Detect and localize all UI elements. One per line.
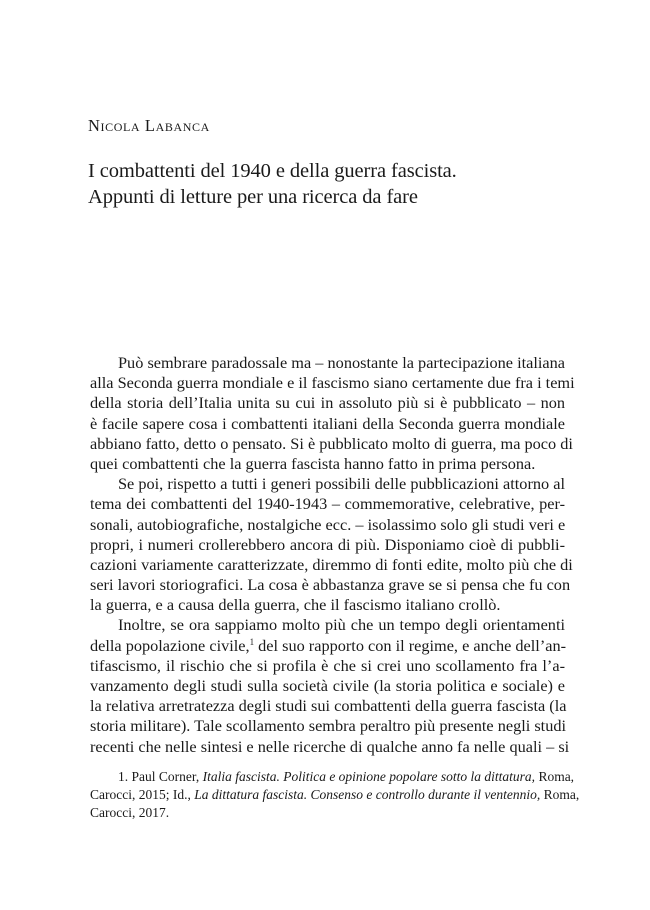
text-line: sonali, autobiografiche, nostalgiche ecc. – isolassimo solo gli studi veri e	[90, 514, 566, 534]
footnote-text: Roma,	[540, 787, 580, 802]
article-title	[88, 158, 588, 210]
text-line: Inoltre, se ora sappiamo molto più che un tempo degli orientamenti	[118, 615, 565, 635]
text-line: è facile sapere cosa i combattenti italiani della Seconda guerra mondiale	[90, 413, 565, 433]
article-body	[90, 353, 575, 757]
text-line: vanzamento degli studi sulla società civile (la storia politica e sociale) e	[90, 676, 565, 695]
text-line: alla Seconda guerra mondiale e il fascismo siano certamente due fra i temi	[90, 373, 575, 393]
title-line: I combattenti del 1940 e della guerra fascista.	[88, 160, 457, 182]
footnote-text: Roma,	[535, 769, 575, 784]
footnote-book-title: Italia fascista. Politica e opinione popolare sotto la dittatura,	[202, 769, 536, 784]
text-line: tifascismo, il rischio che si profila è che si crei uno scollamento fra l’a-	[90, 655, 565, 675]
text-line	[90, 636, 565, 656]
text-line: storia militare). Tale scollamento sembra peraltro più presente negli studi	[90, 716, 566, 736]
footnote-ref: 1	[249, 636, 255, 647]
footnotes	[90, 768, 580, 822]
text-line: quei combattenti che la guerra fascista hanno fatto in prima persona.	[90, 453, 536, 473]
author-name: Nicola Labanca	[88, 116, 210, 135]
text-line: Se poi, rispetto a tutti i generi possibili delle pubblicazioni attorno al	[118, 474, 565, 494]
title-line: Appunti di letture per una ricerca da fare	[88, 186, 418, 208]
text-line: abbiano fatto, detto o pensato. Si è pubblicato molto di guerra, ma poco di	[90, 433, 573, 453]
text-fragment: del suo rapporto con il regime, e anche dell’an-	[254, 635, 567, 655]
text-line: cazioni variamente caratterizzate, diremmo di fonti edite, molto più che di	[90, 554, 573, 574]
text-line: seri lavori storiografici. La cosa è abbastanza grave se si pensa che fu con	[90, 575, 571, 595]
text-line: recenti che nelle sintesi e nelle ricerche di qualche anno fa nelle quali – si	[90, 736, 570, 756]
footnote-text: Carocci, 2015; Id.,	[90, 787, 195, 802]
text-line: Può sembrare paradossale ma – nonostante la partecipazione italiana	[118, 353, 565, 372]
text-line: la relativa arretratezza degli studi sui combattenti della guerra fascista (la	[90, 696, 567, 716]
text-line: propri, i numeri crollerebbero ancora di più. Disponiamo cioè di pubbli-	[90, 534, 565, 554]
footnote-book-title: La dittatura fascista. Consenso e controllo durante il ventennio,	[194, 787, 541, 802]
text-line: della storia dell’Italia unita su cui in assoluto più si è pubblicato – non	[90, 393, 565, 413]
footnote-line	[90, 786, 580, 804]
text-line: tema dei combattenti del 1940-1943 – commemorative, celebrative, per-	[90, 494, 565, 514]
footnote-line: Carocci, 2017.	[90, 805, 170, 820]
footnote-text: 1. Paul Corner,	[118, 769, 203, 784]
text-line: la guerra, e a causa della guerra, che il fascismo italiano crollò.	[90, 595, 501, 615]
text-fragment: della popolazione civile,	[90, 635, 250, 655]
footnote-line	[90, 768, 575, 786]
